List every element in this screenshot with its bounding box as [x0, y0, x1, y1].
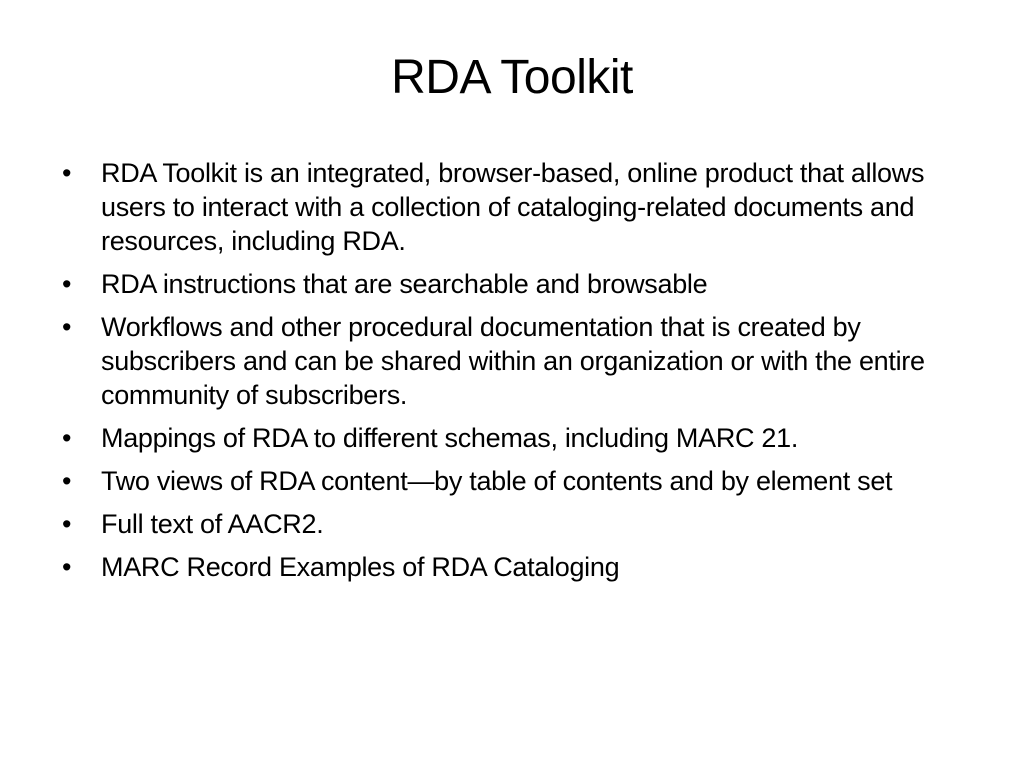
- bullet-dot-icon: •: [62, 552, 72, 582]
- bullet-dot-icon: •: [62, 509, 72, 539]
- slide-title: RDA Toolkit: [391, 51, 633, 104]
- bullet-item: [62, 464, 972, 498]
- bullet-dot-icon: •: [62, 423, 72, 453]
- bullet-dot-icon: •: [62, 466, 72, 496]
- bullet-dot-icon: •: [62, 158, 72, 188]
- bullet-text: RDA instructions that are searchable and browsable: [101, 269, 708, 299]
- bullet-text: Mappings of RDA to different schemas, including MARC 21.: [101, 423, 799, 453]
- bullet-item: [62, 507, 972, 541]
- bullet-list: [62, 156, 972, 593]
- bullet-item: [62, 550, 972, 584]
- bullet-text: RDA Toolkit is an integrated, browser-based, online product that allows users to interact with a collection of cataloging-related documents and resources, including RDA.: [101, 158, 925, 256]
- bullet-text: MARC Record Examples of RDA Cataloging: [101, 552, 620, 582]
- bullet-dot-icon: •: [62, 269, 72, 299]
- bullet-text: Full text of AACR2.: [101, 509, 324, 539]
- bullet-item: [62, 421, 972, 455]
- bullet-item: [62, 267, 972, 301]
- bullet-text: Workflows and other procedural documentation that is created by subscribers and can be shared within an organization or with the entire community of subscribers.: [101, 312, 925, 410]
- bullet-item: [62, 310, 972, 412]
- bullet-dot-icon: •: [62, 312, 72, 342]
- bullet-text: Two views of RDA content—by table of contents and by element set: [101, 466, 893, 496]
- bullet-item: [62, 156, 972, 258]
